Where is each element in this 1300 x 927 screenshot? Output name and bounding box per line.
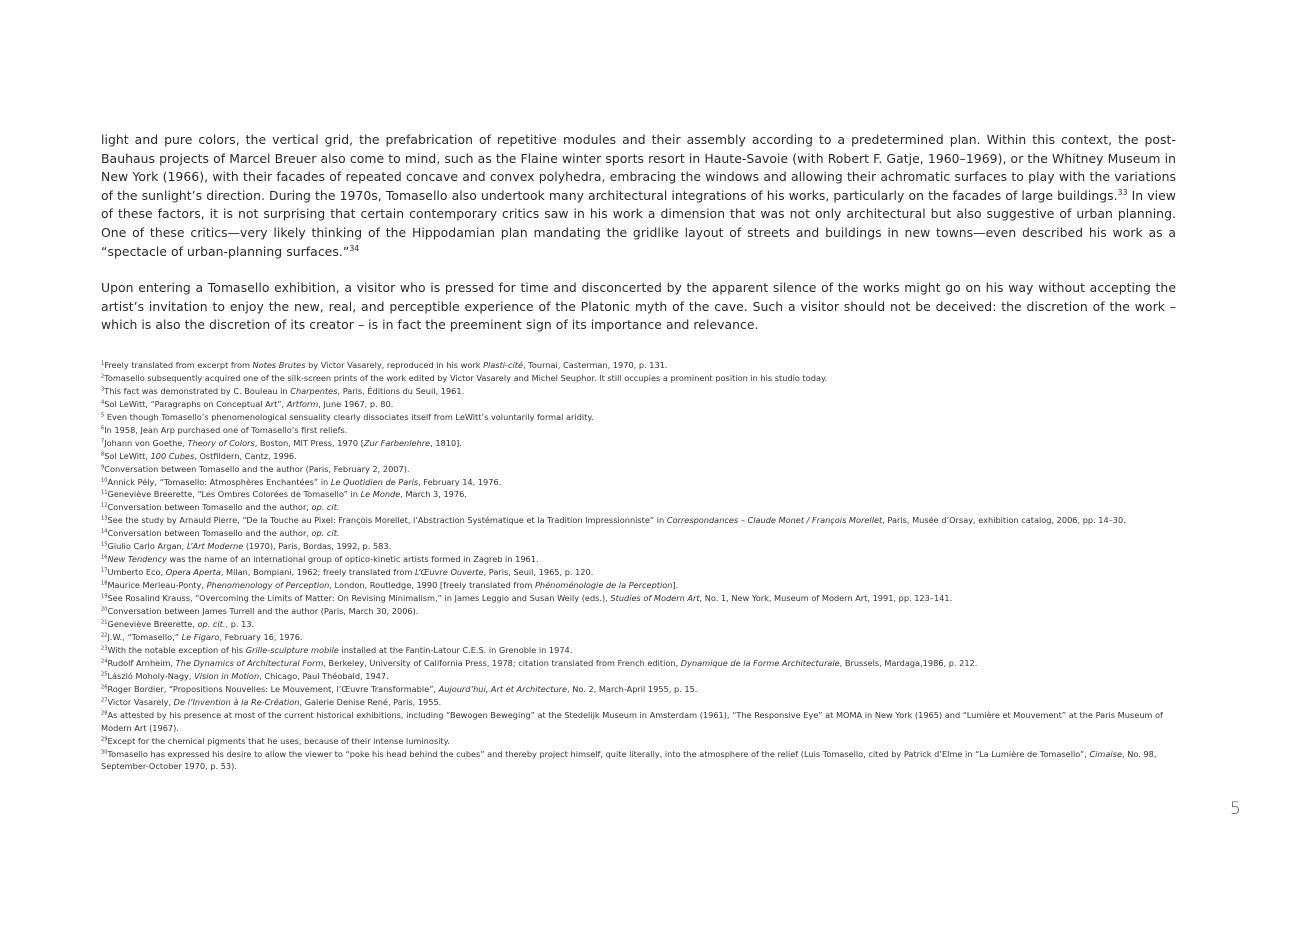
footnote-title: Grille-sculpture mobile [245,644,339,655]
page-content [101,131,1176,773]
footnote-title: op. cit. [197,619,226,629]
footnote-text: Even though Tomasello’s phenomenological sensuality clearly dissociates itself from LeWitt’s voluntarily formal aridity. [104,411,594,422]
footnote-number: 10 [101,476,108,483]
footnote-number: 19 [101,593,108,600]
footnote-text: Annick Pély, “Tomasello: Atmosphères Enchantées” in [107,476,331,487]
footnote-number: 6 [101,424,105,431]
footnote-text: In 1958, Jean Arp purchased one of Tomasello’s first reliefs. [104,424,348,435]
footnote-title: L’Œuvre Ouverte [414,567,484,578]
footnote-28 [101,709,1176,735]
footnote-text: , Tournai, Casterman, 1970, p. 131. [523,359,668,370]
footnote-number: 8 [101,450,105,457]
footnote-5 [101,411,1176,424]
footnote-title: Plasti-cité [483,359,524,370]
footnote-text: , 1810]. [430,437,462,448]
footnote-title: Theory of Colors [187,437,255,448]
footnote-text: , Galerie Denise René, Paris, 1955. [299,696,442,707]
body-paragraph-2: Upon entering a Tomasello exhibition, a visitor who is pressed for time and disconcerted by the apparent silence of the works might go on his way without accepting the artist’s invitation to enjoy the new, real, and perceptible experience of the Platonic myth of the cave. Such a visitor should not be deceived: the discretion of the work – which is also the discretion of its creator – is in fact the preeminent sign of its importance and relevance. [101,280,1176,333]
footnote-text: Geneviève Breerette, [107,619,198,629]
footnote-text: , No. 98, September-October 1970, p. 53). [101,748,1157,772]
footnote-text: Conversation between Tomasello and the author (Paris, February 2, 2007). [104,463,410,474]
footnote-text: Tomasello has expressed his desire to allow the viewer to “poke his head behind the cubes” and thereby project himself, quite literally, into the atmosphere of the relief (Luis Tomasello, cited by Patrick d’Elme in “La Lumière de Tomasello”, [107,748,1090,759]
footnote-title: Le Monde [360,489,401,500]
footnote-text: , February 16, 1976. [219,631,303,642]
footnote-title: Phénoménologie de la Perception [535,580,673,591]
footnote-17 [101,566,1176,579]
footnote-title: De l’Invention à la Re-Création [173,696,300,707]
footnote-30 [101,748,1176,774]
footnote-3 [101,385,1176,398]
footnote-text: As attested by his presence at most of the current historical exhibitions, including “Bewogen Beweging” at the Stedelijk Museum in Amsterdam (1961), “The Responsive Eye” at MOMA in New York (1965) and “Lumière et Mouvement” at the Paris Museum of Modern Art (1967). [101,709,1163,733]
paragraph-text: light and pure colors, the vertical grid, the prefabrication of repetitive modules and their assembly according to a predetermined plan. Within this context, the post-Bauhaus projects of Marcel Breuer also come to mind, such as the Flaine winter sports resort in Haute-Savoie (with Robert F. Gatje, 1960–1969), or the Whitney Museum in New York (1966), with their facades of repeated concave and convex polyhedra, embracing the windows and allowing their achromatic surfaces to play with the variations of the sunlight’s direction. During the 1970s, Tomasello also undertook many architectural integrations of his works, particularly on the facades of large buildings. [101,132,1176,203]
footnote-text: Victor Vasarely, [107,696,174,707]
footnote-title: op. cit. [311,502,340,513]
footnote-12 [101,501,1176,514]
footnote-text: Sol LeWitt, [104,450,151,461]
footnote-number: 15 [101,541,108,548]
footnote-title: 100 Cubes [150,450,195,461]
footnote-text: , Milan, Bompiani, 1962; freely translated from [220,567,415,578]
footnote-20 [101,605,1176,618]
footnote-number: 3 [101,386,105,393]
footnote-title: Le Quotidien de Paris [330,476,419,487]
footnote-text: , p. 13. [225,619,255,629]
footnote-number: 21 [101,619,108,626]
footnote-15 [101,540,1176,553]
footnote-number: 5 [101,412,105,419]
footnote-text: Conversation between Tomasello and the author, [107,528,312,539]
footnote-26 [101,683,1176,696]
footnote-text: See the study by Arnauld Pierre, “De la Touche au Pixel: François Morellet, l’Abstraction Systématique et la Tradition Impressionniste” in [107,515,667,526]
footnote-title: Dynamique de la Forme Architecturale [680,657,840,668]
footnote-number: 9 [101,463,105,470]
footnote-4 [101,398,1176,411]
footnote-16 [101,553,1176,566]
footnote-23 [101,644,1176,657]
footnote-text: , No. 2, March-April 1955, p. 15. [567,683,698,694]
footnote-6 [101,424,1176,437]
footnote-title: Charpentes [290,385,338,396]
footnote-number: 30 [101,748,108,755]
footnote-number: 24 [101,658,108,665]
footnote-number: 18 [101,580,108,587]
footnote-24 [101,657,1176,670]
footnote-text: Except for the chemical pigments that he uses, because of their intense luminosity. [107,735,450,746]
footnote-text: Sol LeWitt, “Paragraphs on Conceptual Art”, [104,398,287,409]
footnote-number: 29 [101,735,108,742]
footnote-text: , February 14, 1976. [418,476,502,487]
footnote-title: Vision in Motion [194,670,260,681]
footnote-text: , March 3, 1976. [400,489,467,500]
footnote-29 [101,735,1176,748]
footnote-text: , London, Routledge, 1990 [freely translated from [329,580,535,591]
footnote-number: 27 [101,696,108,703]
footnote-22 [101,631,1176,644]
footnote-text: , Paris, Éditions du Seuil, 1961. [337,385,465,396]
footnote-number: 23 [101,645,108,652]
footnote-title: Correspondances – Claude Monet / François Morellet [666,515,883,526]
footnote-number: 11 [101,489,108,496]
footnote-text: , Paris, Musée d’Orsay, exhibition catalog, 2006, pp. 14–30. [882,515,1126,526]
footnote-text: Tomasello subsequently acquired one of the silk-screen prints of the work edited by Victor Vasarely and Michel Seuphor. It still occupies a prominent position in his studio today. [104,372,828,383]
footnote-10 [101,476,1176,489]
footnote-1 [101,359,1176,372]
footnote-number: 4 [101,399,105,406]
footnote-title: op. cit. [311,528,340,539]
footnote-text: , Brussels, Mardaga,1986, p. 212. [839,657,978,668]
footnote-ref[interactable]: 33 [1117,187,1128,197]
footnote-title: Aujourd’hui, Art et Architecture [438,683,568,694]
footnote-title: Studies of Modern Art [610,593,700,604]
footnote-number: 17 [101,567,108,574]
footnote-text: ]. [672,580,679,591]
footnote-text: Rudolf Arnheim, [107,657,176,668]
footnote-text: Geneviève Breerette, “Les Ombres Colorées de Tomasello” in [107,489,361,500]
footnote-text: This fact was demonstrated by C. Bouleau in [104,385,291,396]
footnote-number: 14 [101,528,108,535]
footnote-13 [101,514,1176,527]
footnote-number: 26 [101,684,108,691]
footnote-25 [101,670,1176,683]
footnote-text: Johann von Goethe, [104,437,188,448]
footnote-title: L’Art Moderne [186,541,244,552]
footnote-text: Giulio Carlo Argan, [107,541,187,552]
footnote-text: Conversation between Tomasello and the author, [107,502,312,513]
footnote-text: was the name of an international group of optico-kinetic artists formed in Zagreb in 1961. [166,554,539,565]
footnote-27 [101,696,1176,709]
footnote-11 [101,488,1176,501]
footnote-title: Phenomenology of Perception [206,580,330,591]
footnote-text: installed at the Fantin-Latour C.E.S. in Grenoble in 1974. [338,644,573,655]
footnote-text: Freely translated from excerpt from [104,359,253,370]
footnote-8 [101,450,1176,463]
footnote-title: Artform [286,398,319,409]
footnote-text: Roger Bordier, “Propositions Nouvelles: Le Mouvement, l’Œuvre Transformable”, [107,683,439,694]
footnote-title: Le Figaro [181,631,220,642]
footnote-number: 16 [101,554,108,561]
footnote-number: 7 [101,437,105,444]
footnote-9 [101,463,1176,476]
page-number: 5 [1230,799,1241,819]
footnote-title: Opera Aperta [165,567,221,578]
footnote-title: The Dynamics of Architectural Form [175,657,324,668]
footnote-number: 20 [101,606,108,613]
footnote-text: , Paris, Seuil, 1965, p. 120. [483,567,594,578]
footnote-text: by Victor Vasarely, reproduced in his work [305,359,484,370]
footnote-title: Cimaise [1089,748,1122,759]
footnote-title: New Tendency [107,554,167,565]
footnote-text: Umberto Eco, [107,567,166,578]
footnote-number: 22 [101,632,108,639]
footnote-19 [101,592,1176,605]
footnote-number: 13 [101,515,108,522]
footnote-text: J.W., “Tomasello,” [107,631,182,642]
footnote-text: Maurice Merleau-Ponty, [107,580,207,591]
footnote-text: With the notable exception of his [107,644,246,655]
footnote-text: , Boston, MIT Press, 1970 [ [254,437,364,448]
footnotes [101,359,1176,774]
footnote-text: , Berkeley, University of California Press, 1978; citation translated from French edition, [323,657,681,668]
footnote-14 [101,527,1176,540]
footnote-title: Notes Brutes [252,359,306,370]
footnote-text: , Chicago, Paul Théobald, 1947. [259,670,389,681]
footnote-number: 25 [101,671,108,678]
body-paragraph-1 [101,131,1176,261]
footnote-18 [101,579,1176,592]
footnote-text: , Ostfildern, Cantz, 1996. [194,450,297,461]
footnote-title: Zur Farbenlehre [363,437,431,448]
footnote-text: Conversation between James Turrell and the author (Paris, March 30, 2006). [107,606,419,617]
footnote-text: László Moholy-Nagy, [107,670,195,681]
footnote-text: , June 1967, p. 80. [318,398,394,409]
footnote-number: 2 [101,373,105,380]
footnote-number: 12 [101,502,108,509]
footnote-number: 28 [101,709,108,716]
footnote-21 [101,618,1176,631]
footnote-number: 1 [101,360,105,367]
paragraph-text: In view of these factors, it is not surprising that certain contemporary critics saw in his work a dimension that was not only architectural but also suggestive of urban planning. One of these critics—very likely thinking of the Hippodamian plan mandating the gridlike layout of streets and buildings in new towns—even described his work as a “spectacle of urban-planning surfaces.” [101,187,1176,259]
footnote-text: (1970), Paris, Bordas, 1992, p. 583. [243,541,392,552]
footnote-ref[interactable]: 34 [349,243,360,253]
footnote-text: , No. 1, New York, Museum of Modern Art, 1991, pp. 123–141. [699,593,953,604]
footnote-text: See Rosalind Krauss, “Overcoming the Limits of Matter: On Revising Minimalism,” in James Leggio and Susan Weily (eds.), [107,593,611,604]
footnote-7 [101,437,1176,450]
footnote-2 [101,372,1176,385]
